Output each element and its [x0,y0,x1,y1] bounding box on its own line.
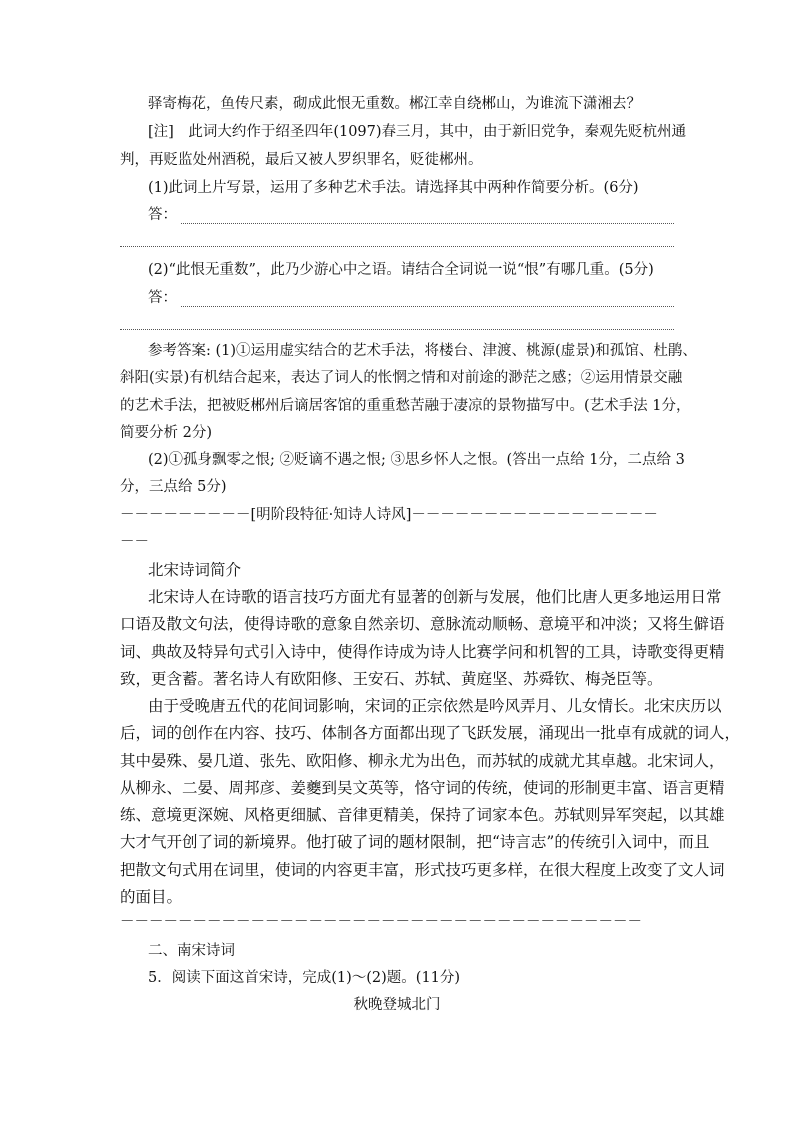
para2-line-8: 的面目。 [120,888,183,906]
answer-line-1b[interactable] [120,246,674,247]
para1-line-3: 词、典故及特异句式引入诗中，使得作诗成为诗人比赛学问和机智的工具，诗歌变得更精 [120,643,725,661]
poem-title: 秋晚登城北门 [353,997,441,1013]
section-end-rule: －－－－－－－－－－－－－－－－－－－－－－－－－－－－－－－－－－－－ [120,914,642,930]
answer-line-2[interactable] [148,287,674,307]
answer-line-1[interactable] [148,204,674,224]
reference-answer-2-line-1: (2)①孤身飘零之恨; ②贬谪不遇之恨; ③思乡怀人之恨。(答出一点给 1分，二点给 3 [148,452,685,468]
para1-line-2: 口语及散文句法，使得诗歌的意象自然亲切、意脉流动顺畅、意境平和冲淡；又将生僻语 [120,615,725,633]
question-5: 5．阅读下面这首宋诗，完成(1)～(2)题。(11分) [148,970,461,986]
reference-answer-line-3: 的艺术手法，把被贬郴州后谪居客馆的重重愁苦融于凄凉的景物描写中。(艺术手法 1分， [120,398,691,414]
answer-fill [181,294,674,307]
para1-line-4: 致，更含蓄。著名诗人有欧阳修、王安石、苏轼、黄庭坚、苏舜钦、梅尧臣等。 [120,670,663,688]
reference-answer-2-line-2: 分，三点给 5分) [120,479,227,495]
para2-line-5: 练、意境更深婉、风格更细腻、音律更精美，保持了词家本色。苏轼则异军突起，以其雄 [120,806,725,824]
intro-title: 北宋诗词简介 [148,561,242,579]
note-line-1: [注] 此词大约作于绍圣四年(1097)春三月，其中，由于新旧党争，秦观先贬杭州通 [148,124,687,140]
reference-answer-line-4: 简要分析 2分) [120,425,212,441]
para2-line-6: 大才气开创了词的新境界。他打破了词的题材限制，把“诗言志”的传统引入词中，而且 [120,833,710,851]
note-line-2: 判，再贬监处州酒税，最后又被人罗织罪名，贬徙郴州。 [120,152,483,168]
section-banner-tail: －－ [120,534,149,550]
part-2-heading: 二、南宋诗词 [148,943,235,959]
answer-line-2b[interactable] [120,329,674,330]
reference-answer-line-1: 参考答案: (1)①运用虚实结合的艺术手法，将楼台、津渡、桃源(虚景)和孤馆、杜鹃、 [148,343,697,359]
para2-line-1: 由于受晚唐五代的花间词影响，宋词的正宗依然是吟风弄月、儿女情长。北宋庆历以 [148,697,722,715]
para2-line-4: 从柳永、二晏、周邦彦、姜夔到吴文英等，恪守词的传统，使词的形制更丰富、语言更精 [120,779,725,797]
poem-last-line: 驿寄梅花，鱼传尺素，砌成此恨无重数。郴江幸自绕郴山，为谁流下潇湘去？ [148,96,641,112]
para2-line-2: 后，词的创作在内容、技巧、体制各方面都出现了飞跃发展，涌现出一批卓有成就的词人， [120,724,741,742]
answer-label: 答： [148,207,177,223]
answer-label: 答： [148,290,177,306]
question-2: (2)“此恨无重数”，此乃少游心中之语。请结合全词说一说“恨”有哪几重。(5分) [148,262,654,278]
question-1: (1)此词上片写景，运用了多种艺术手法。请选择其中两种作简要分析。(6分) [148,180,639,196]
para2-line-7: 把散文句式用在词里，使词的内容更丰富，形式技巧更多样，在很大程度上改变了文人词 [120,861,725,879]
reference-answer-line-2: 斜阳(实景)有机结合起来，表达了词人的怅惘之情和对前途的渺茫之感；②运用情景交融 [120,370,683,386]
answer-fill [181,211,674,224]
para2-line-3: 其中晏殊、晏几道、张先、欧阳修、柳永尤为出色，而苏轼的成就尤其卓越。北宋词人， [120,752,725,770]
para1-line-1: 北宋诗人在诗歌的语言技巧方面尤有显著的创新与发展，他们比唐人更多地运用日常 [148,588,722,606]
section-banner: －－－－－－－－－[明阶段特征·知诗人诗风]－－－－－－－－－－－－－－－－－ [120,507,658,523]
